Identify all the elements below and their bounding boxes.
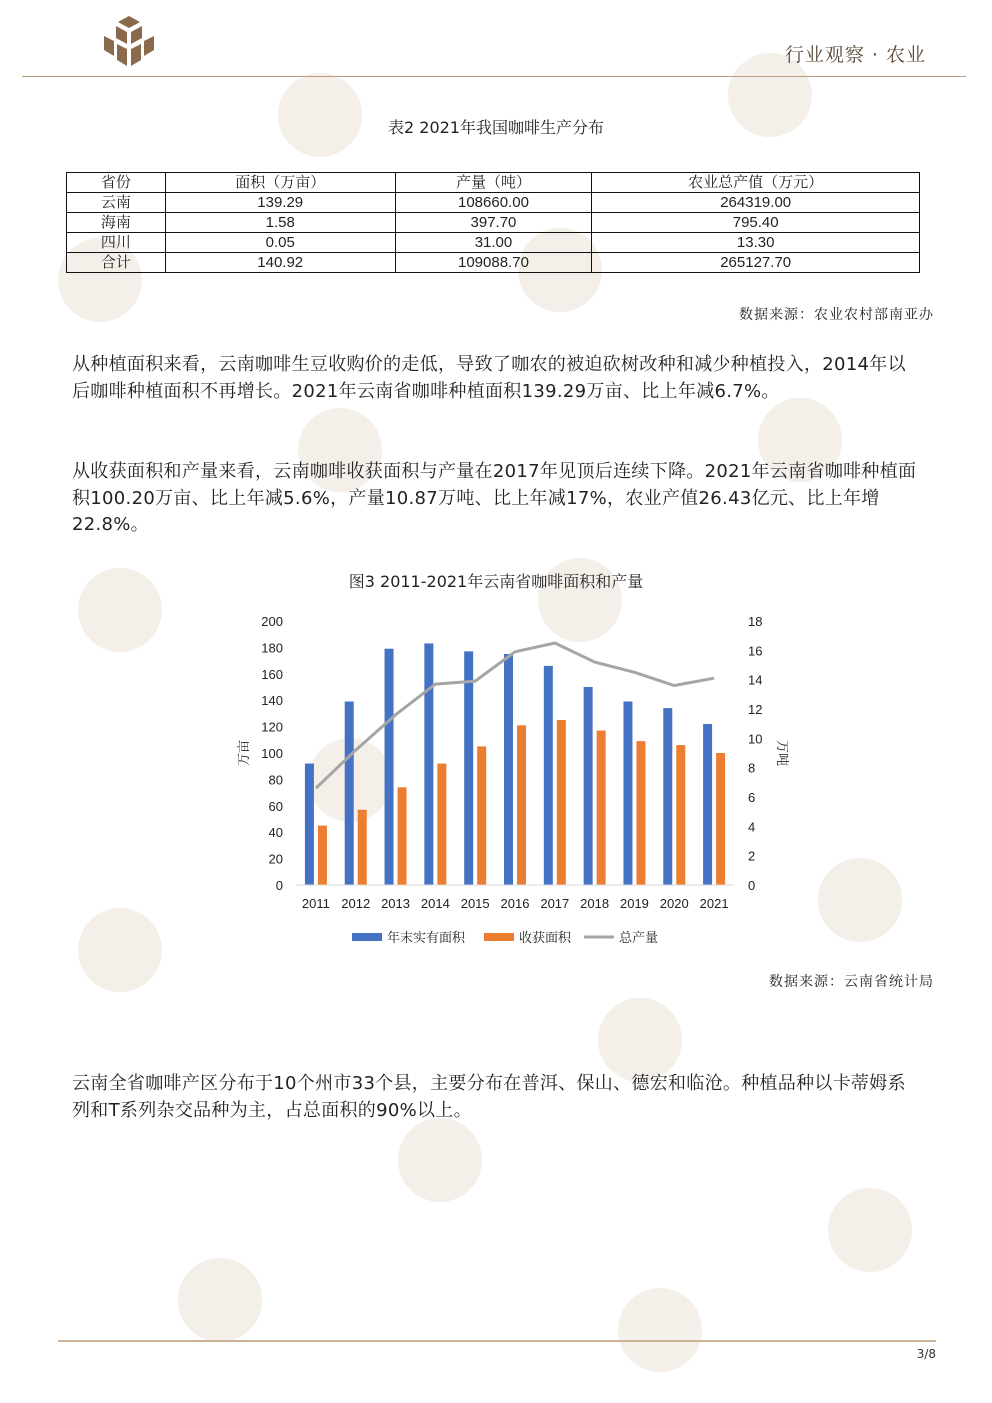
- header-divider: [22, 76, 966, 77]
- x-tick-label: 2021: [699, 896, 729, 911]
- paragraph-planting-area: 从种植面积来看，云南咖啡生豆收购价的走低，导致了咖农的被迫砍树改种和减少种植投入，2014年以后咖啡种植面积不再增长。2021年云南省咖啡种植面积139.29万亩、比上年减6.7%。: [72, 354, 906, 402]
- bar-harvest-area: [358, 810, 367, 885]
- table-row: [67, 193, 920, 213]
- table-cell: 云南: [67, 193, 166, 213]
- table-header-cell: 省份: [67, 173, 166, 193]
- bar-harvest-area: [676, 745, 685, 885]
- y-right-tick-label: 18: [748, 614, 763, 629]
- bar-harvest-area: [636, 741, 645, 885]
- table-cell: 397.70: [395, 213, 592, 233]
- table-caption: 表2 2021年我国咖啡生产分布: [388, 118, 604, 137]
- table-cell: 795.40: [592, 213, 920, 233]
- table-header-cell: 农业总产值（万元）: [592, 173, 920, 193]
- header-title: 行业观察 · 农业: [784, 44, 926, 66]
- x-tick-label: 2020: [659, 896, 689, 911]
- y-right-tick-label: 6: [748, 790, 756, 805]
- bar-total-area: [345, 702, 354, 885]
- x-tick-label: 2017: [540, 896, 570, 911]
- legend-swatch: [352, 933, 382, 941]
- table-cell: 265127.70: [592, 253, 920, 273]
- y-left-tick-label: 180: [261, 640, 283, 656]
- bar-total-area: [663, 708, 672, 885]
- bar-total-area: [504, 654, 513, 885]
- y-left-tick-label: 40: [268, 825, 283, 841]
- y-left-tick-label: 60: [268, 798, 283, 814]
- figure-caption: 图3 2011-2021年云南省咖啡面积和产量: [348, 572, 644, 591]
- y-left-axis-label: 万亩: [236, 739, 251, 767]
- y-right-axis-label: 万吨: [775, 739, 790, 767]
- y-right-tick-label: 2: [748, 848, 756, 864]
- bar-total-area: [385, 649, 394, 885]
- table-header-cell: 产量（吨）: [395, 173, 592, 193]
- paragraph-harvest-area: 从收获面积和产量来看，云南咖啡收获面积与产量在2017年见顶后连续下降。2021年云南省咖啡种植面积100.20万亩、比上年减5.6%，产量10.87万吨、比上年减17%，农业产值26.43亿元、比上年增22.8%。: [72, 461, 917, 535]
- company-logo: [100, 14, 158, 70]
- bar-harvest-area: [716, 753, 725, 885]
- x-tick-label: 2015: [460, 896, 490, 911]
- y-left-tick-label: 80: [268, 772, 283, 788]
- table-cell: 合计: [67, 253, 166, 273]
- legend-swatch: [484, 933, 514, 941]
- paragraph-distribution: 云南全省咖啡产区分布于10个州市33个县，主要分布在普洱、保山、德宏和临沧。种植品种以卡蒂姆系列和T系列杂交品种为主，占总面积的90%以上。: [72, 1073, 906, 1121]
- bar-total-area: [623, 702, 632, 885]
- x-tick-label: 2013: [381, 896, 411, 911]
- bar-total-area: [584, 687, 593, 885]
- bar-total-area: [544, 666, 553, 885]
- table-header-cell: 面积（万亩）: [165, 173, 395, 193]
- legend-label: 年末实有面积: [387, 930, 466, 945]
- bar-harvest-area: [557, 720, 566, 885]
- y-right-tick-label: 16: [748, 643, 763, 659]
- y-left-tick-label: 100: [261, 746, 283, 761]
- table-cell: 13.30: [592, 233, 920, 253]
- y-right-tick-label: 4: [748, 819, 756, 835]
- x-tick-label: 2014: [420, 896, 450, 911]
- table-row: [67, 213, 920, 233]
- y-left-tick-label: 160: [261, 666, 283, 682]
- table-cell: 264319.00: [592, 193, 920, 213]
- table-source: 数据来源：农业农村部南亚办: [739, 307, 934, 323]
- line-total-production: [316, 643, 714, 788]
- bar-harvest-area: [318, 826, 327, 885]
- bar-harvest-area: [437, 764, 446, 885]
- table-cell: 108660.00: [395, 193, 592, 213]
- x-tick-label: 2018: [580, 896, 610, 911]
- table-cell: 140.92: [165, 253, 395, 273]
- bar-total-area: [424, 643, 433, 885]
- table-row: [67, 233, 920, 253]
- table-cell: 四川: [67, 233, 166, 253]
- y-left-tick-label: 140: [261, 693, 283, 709]
- table-row: [67, 253, 920, 273]
- y-right-tick-label: 8: [748, 760, 756, 776]
- figure-source: 数据来源：云南省统计局: [769, 974, 934, 990]
- area-production-chart: [220, 605, 790, 955]
- y-left-tick-label: 20: [268, 851, 283, 867]
- table-cell: 1.58: [165, 213, 395, 233]
- legend-label: 收获面积: [519, 930, 572, 945]
- table-cell: 109088.70: [395, 253, 592, 273]
- y-right-tick-label: 0: [748, 878, 756, 893]
- x-tick-label: 2012: [341, 896, 371, 911]
- y-right-tick-label: 12: [748, 702, 763, 717]
- x-tick-label: 2016: [500, 896, 530, 911]
- y-left-tick-label: 200: [261, 614, 283, 629]
- table-header-row: [67, 173, 920, 193]
- bar-harvest-area: [597, 731, 606, 885]
- bar-harvest-area: [477, 746, 486, 885]
- y-right-tick-label: 14: [748, 672, 763, 688]
- bar-harvest-area: [398, 787, 407, 885]
- y-left-tick-label: 120: [261, 719, 283, 735]
- y-right-tick-label: 10: [748, 731, 763, 747]
- bar-total-area: [703, 724, 712, 885]
- legend-label: 总产量: [619, 930, 659, 945]
- y-left-tick-label: 0: [275, 878, 283, 893]
- table-cell: 139.29: [165, 193, 395, 213]
- page-number: 3/8: [916, 1347, 936, 1361]
- bar-total-area: [305, 764, 314, 885]
- bar-total-area: [464, 651, 473, 885]
- table-cell: 海南: [67, 213, 166, 233]
- production-table: [66, 172, 920, 273]
- table-cell: 31.00: [395, 233, 592, 253]
- x-tick-label: 2011: [301, 896, 330, 911]
- table-cell: 0.05: [165, 233, 395, 253]
- footer-divider: [58, 1340, 936, 1342]
- x-tick-label: 2019: [619, 896, 649, 911]
- bar-harvest-area: [517, 725, 526, 885]
